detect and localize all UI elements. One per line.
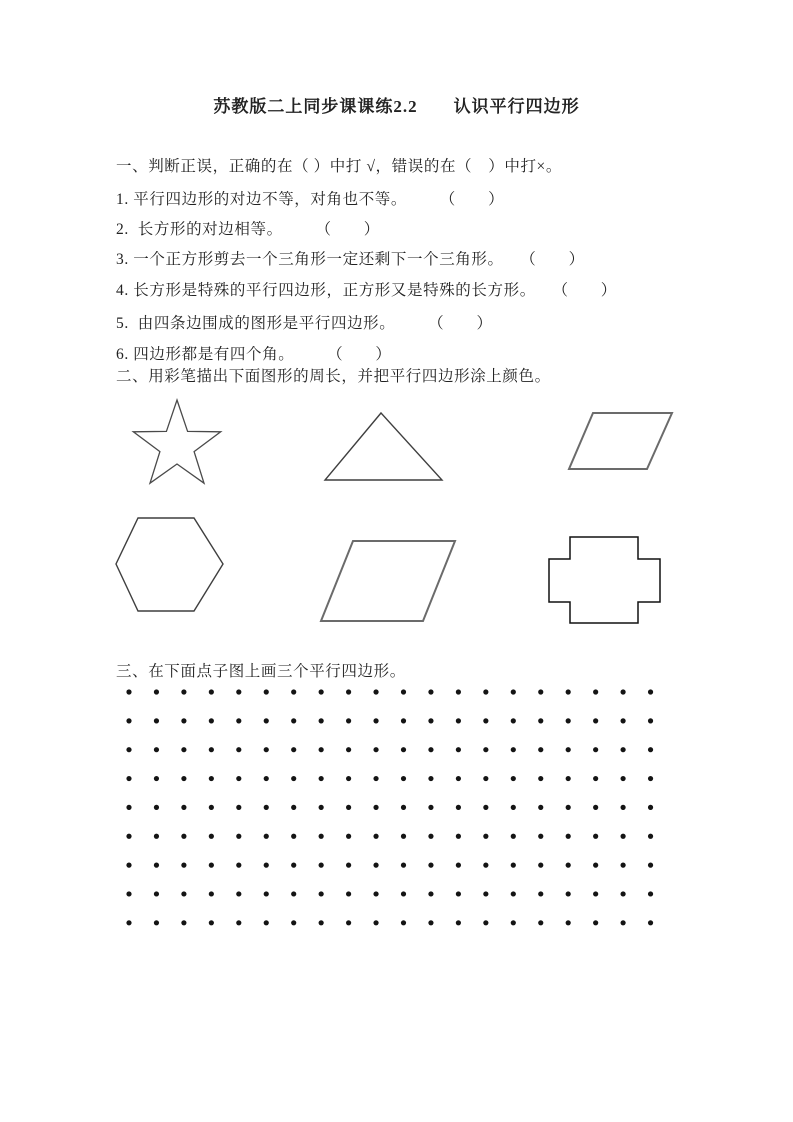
grid-dot <box>264 920 269 925</box>
section-two-heading: 二、用彩笔描出下面图形的周长，并把平行四边形涂上颜色。 <box>116 368 551 385</box>
grid-dot <box>593 805 598 810</box>
grid-dot <box>373 805 378 810</box>
grid-dot <box>621 776 626 781</box>
grid-dot <box>648 747 653 752</box>
grid-dot <box>648 891 653 896</box>
grid-dot <box>319 834 324 839</box>
grid-dot <box>401 805 406 810</box>
grid-dot <box>181 834 186 839</box>
grid-dot <box>566 891 571 896</box>
grid-dot <box>181 920 186 925</box>
grid-dot <box>319 776 324 781</box>
grid-dot <box>511 776 516 781</box>
grid-dot <box>319 747 324 752</box>
grid-dot <box>373 891 378 896</box>
grid-dot <box>291 891 296 896</box>
grid-dot <box>538 863 543 868</box>
grid-dot <box>236 718 241 723</box>
grid-dot <box>428 834 433 839</box>
grid-dot <box>373 776 378 781</box>
grid-dot <box>566 834 571 839</box>
grid-dot <box>483 891 488 896</box>
grid-dot <box>209 747 214 752</box>
grid-dot <box>154 891 159 896</box>
grid-dot <box>154 747 159 752</box>
grid-dot <box>511 920 516 925</box>
grid-dot <box>511 834 516 839</box>
parallelogram-small-shape <box>569 413 672 469</box>
grid-dot <box>401 747 406 752</box>
grid-dot <box>291 805 296 810</box>
grid-dot <box>209 834 214 839</box>
grid-dot <box>401 718 406 723</box>
grid-dot <box>511 805 516 810</box>
grid-dot <box>456 863 461 868</box>
grid-dot <box>401 834 406 839</box>
grid-dot <box>319 863 324 868</box>
grid-dot <box>428 805 433 810</box>
grid-dot <box>621 718 626 723</box>
grid-dot <box>401 920 406 925</box>
cross-shape <box>549 537 660 623</box>
grid-dot <box>181 747 186 752</box>
grid-dot <box>511 718 516 723</box>
grid-dot <box>264 805 269 810</box>
grid-dot <box>483 747 488 752</box>
grid-dot <box>236 805 241 810</box>
grid-dot <box>593 834 598 839</box>
grid-dot <box>483 920 488 925</box>
grid-dot <box>456 747 461 752</box>
grid-dot <box>373 834 378 839</box>
grid-dot <box>593 776 598 781</box>
grid-dot <box>154 834 159 839</box>
grid-dot <box>319 891 324 896</box>
grid-dot <box>346 863 351 868</box>
question-3: 3. 一个正方形剪去一个三角形一定还剩下一个三角形。 （ ） <box>116 251 585 268</box>
grid-dot <box>154 805 159 810</box>
grid-dot <box>648 805 653 810</box>
grid-dot <box>126 863 131 868</box>
grid-dot <box>291 834 296 839</box>
triangle-shape <box>325 413 442 480</box>
grid-dot <box>456 718 461 723</box>
grid-dot <box>154 776 159 781</box>
grid-dot <box>373 718 378 723</box>
grid-dot <box>264 689 269 694</box>
grid-dot <box>483 863 488 868</box>
grid-dot <box>593 747 598 752</box>
grid-dot <box>538 776 543 781</box>
grid-dot <box>511 689 516 694</box>
grid-dot <box>511 747 516 752</box>
grid-dot <box>511 863 516 868</box>
grid-dot <box>483 805 488 810</box>
grid-dot <box>181 689 186 694</box>
grid-dot <box>236 834 241 839</box>
grid-dot <box>126 834 131 839</box>
grid-dot <box>483 834 488 839</box>
grid-dot <box>154 689 159 694</box>
grid-dot <box>621 689 626 694</box>
worksheet-title: 苏教版二上同步课课练2.2 认识平行四边形 <box>213 97 580 116</box>
grid-dot <box>373 747 378 752</box>
grid-dot <box>621 747 626 752</box>
grid-dot <box>346 718 351 723</box>
grid-dot <box>428 891 433 896</box>
grid-dot <box>346 920 351 925</box>
grid-dot <box>621 891 626 896</box>
grid-dot <box>154 920 159 925</box>
grid-dot <box>483 718 488 723</box>
grid-dot <box>126 689 131 694</box>
grid-dot <box>154 718 159 723</box>
grid-dot <box>428 718 433 723</box>
grid-dot <box>621 805 626 810</box>
grid-dot <box>319 920 324 925</box>
grid-dot <box>236 863 241 868</box>
grid-dot <box>346 834 351 839</box>
grid-dot <box>401 776 406 781</box>
grid-dot <box>181 891 186 896</box>
grid-dot <box>346 747 351 752</box>
five-point-star-shape <box>133 400 220 483</box>
grid-dot <box>648 689 653 694</box>
question-5: 5. 由四条边围成的图形是平行四边形。 （ ） <box>116 315 493 332</box>
grid-dot <box>181 863 186 868</box>
grid-dot <box>648 863 653 868</box>
grid-dot <box>566 920 571 925</box>
grid-dot <box>319 718 324 723</box>
grid-dot <box>126 747 131 752</box>
grid-dot <box>181 718 186 723</box>
grid-dot <box>209 863 214 868</box>
grid-dot <box>511 891 516 896</box>
hexagon-shape <box>116 518 223 611</box>
question-4: 4. 长方形是特殊的平行四边形，正方形又是特殊的长方形。 （ ） <box>116 282 617 299</box>
grid-dot <box>291 747 296 752</box>
grid-dot <box>209 891 214 896</box>
grid-dot <box>648 834 653 839</box>
grid-dot <box>346 805 351 810</box>
grid-dot <box>319 805 324 810</box>
grid-dot <box>181 776 186 781</box>
grid-dot <box>291 863 296 868</box>
grid-dot <box>648 718 653 723</box>
grid-dot <box>126 805 131 810</box>
section-one-heading: 一、判断正误，正确的在（ ）中打 √，错误的在（ ）中打×。 <box>116 158 562 175</box>
grid-dot <box>181 805 186 810</box>
grid-dot <box>373 689 378 694</box>
grid-dot <box>264 863 269 868</box>
grid-dot <box>621 834 626 839</box>
grid-dot <box>566 776 571 781</box>
grid-dot <box>236 689 241 694</box>
grid-dot <box>291 718 296 723</box>
grid-dot <box>209 718 214 723</box>
grid-dot <box>264 891 269 896</box>
grid-dot <box>291 920 296 925</box>
grid-dot <box>428 776 433 781</box>
grid-dot <box>428 920 433 925</box>
grid-dot <box>538 920 543 925</box>
grid-dot <box>126 718 131 723</box>
grid-dot <box>236 920 241 925</box>
grid-dot <box>126 891 131 896</box>
grid-dot <box>154 863 159 868</box>
grid-dot <box>209 776 214 781</box>
grid-dot <box>291 776 296 781</box>
grid-dot <box>456 920 461 925</box>
question-1: 1. 平行四边形的对边不等，对角也不等。 （ ） <box>116 191 505 208</box>
grid-dot <box>126 920 131 925</box>
grid-dot <box>538 718 543 723</box>
grid-dot <box>456 834 461 839</box>
grid-dot <box>126 776 131 781</box>
grid-dot <box>264 718 269 723</box>
grid-dot <box>428 689 433 694</box>
grid-dot <box>538 689 543 694</box>
grid-dot <box>566 747 571 752</box>
grid-dot <box>456 776 461 781</box>
grid-dot <box>593 689 598 694</box>
grid-dot <box>209 920 214 925</box>
grid-dot <box>593 863 598 868</box>
question-2: 2. 长方形的对边相等。 （ ） <box>116 221 380 238</box>
question-6: 6. 四边形都是有四个角。 （ ） <box>116 346 392 363</box>
grid-dot <box>209 805 214 810</box>
grid-dot <box>566 863 571 868</box>
grid-dot <box>648 776 653 781</box>
grid-dot <box>264 834 269 839</box>
grid-dot <box>209 689 214 694</box>
grid-dot <box>538 805 543 810</box>
grid-dot <box>428 863 433 868</box>
grid-dot <box>593 891 598 896</box>
grid-dot <box>538 834 543 839</box>
grid-dot <box>456 689 461 694</box>
grid-dot <box>593 920 598 925</box>
grid-dot <box>264 747 269 752</box>
grid-dot <box>373 920 378 925</box>
grid-dot <box>264 776 269 781</box>
grid-dot <box>648 920 653 925</box>
parallelogram-large-shape <box>321 541 455 621</box>
grid-dot <box>538 891 543 896</box>
grid-dot <box>566 689 571 694</box>
grid-dot <box>346 891 351 896</box>
grid-dot <box>621 920 626 925</box>
grid-dot <box>566 805 571 810</box>
grid-dot <box>401 863 406 868</box>
grid-dot <box>456 805 461 810</box>
grid-dot <box>236 747 241 752</box>
grid-dot <box>346 689 351 694</box>
grid-dot <box>456 891 461 896</box>
grid-dot <box>483 689 488 694</box>
grid-dot <box>373 863 378 868</box>
section-three-heading: 三、在下面点子图上画三个平行四边形。 <box>116 663 406 680</box>
grid-dot <box>401 891 406 896</box>
grid-dot <box>346 776 351 781</box>
grid-dot <box>428 747 433 752</box>
grid-dot <box>621 863 626 868</box>
grid-dot <box>483 776 488 781</box>
grid-dot <box>566 718 571 723</box>
grid-dot <box>538 747 543 752</box>
grid-dot <box>236 776 241 781</box>
grid-dot <box>291 689 296 694</box>
grid-dot <box>319 689 324 694</box>
grid-dot <box>401 689 406 694</box>
grid-dot <box>593 718 598 723</box>
grid-dot <box>236 891 241 896</box>
